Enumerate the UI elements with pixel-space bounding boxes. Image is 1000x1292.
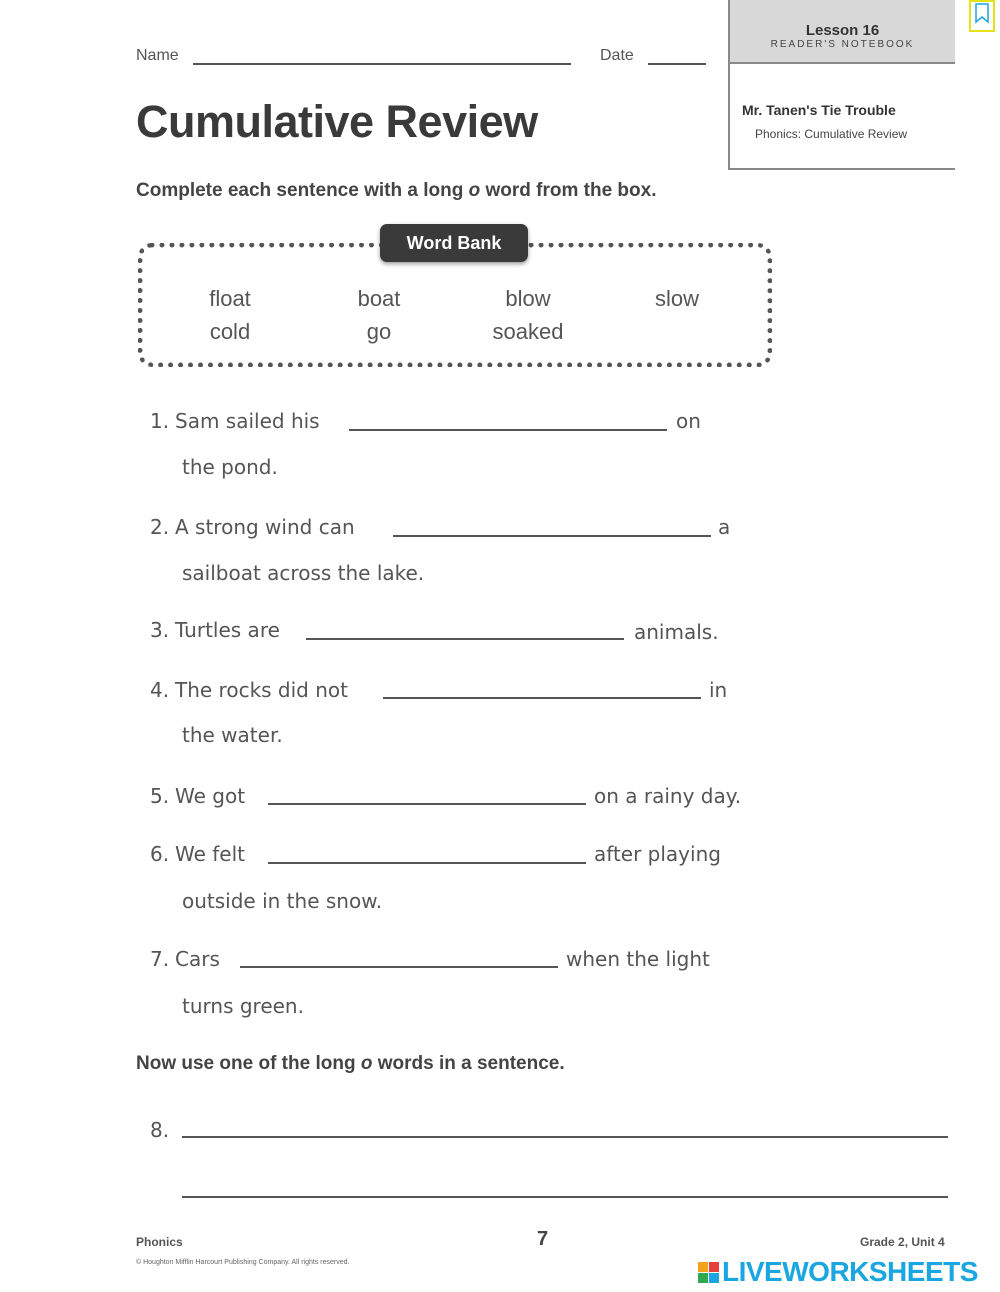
word-soaked[interactable]: soaked — [492, 319, 564, 344]
q1-cont: the pond. — [182, 455, 278, 479]
instruction-letter: o — [468, 180, 481, 201]
q6-answer-line[interactable] — [268, 862, 586, 864]
word-slow[interactable]: slow — [654, 286, 700, 311]
word-bank-label: Word Bank — [380, 224, 528, 262]
q3-number: 3. — [150, 618, 170, 642]
q2-text: A strong wind can — [175, 515, 355, 539]
instruction-end: word from the box. — [480, 180, 657, 201]
q2-number: 2. — [150, 515, 170, 539]
q8-answer-line-2[interactable] — [182, 1196, 948, 1198]
q4-text: The rocks did not — [175, 678, 348, 702]
q4-answer-line[interactable] — [383, 697, 701, 699]
q6-after: after playing — [594, 842, 721, 866]
copyright: © Houghton Mifflin Harcourt Publishing Company. All rights reserved. — [136, 1259, 350, 1266]
q4-after: in — [709, 678, 728, 702]
q6-number: 6. — [150, 842, 170, 866]
q5-answer-line[interactable] — [268, 803, 586, 805]
instruction-2 — [136, 1053, 565, 1075]
brand-logo-icon — [698, 1262, 719, 1283]
q2-cont: sailboat across the lake. — [182, 561, 425, 585]
instruction-start: Complete each sentence with a long — [136, 180, 469, 201]
instruction-2-end: words in a sentence. — [372, 1053, 565, 1074]
q5-text: We got — [175, 784, 246, 808]
page-title: Cumulative Review — [136, 96, 538, 147]
q2-answer-line[interactable] — [393, 535, 711, 537]
q5-number: 5. — [150, 784, 170, 808]
q1-after: on — [676, 409, 701, 433]
page-number: 7 — [537, 1228, 549, 1250]
lesson-header — [730, 0, 955, 64]
q3-text: Turtles are — [175, 618, 280, 642]
word-float[interactable]: float — [209, 286, 251, 311]
q3-answer-line[interactable] — [306, 638, 624, 640]
q2-after: a — [718, 515, 731, 539]
word-go[interactable]: go — [366, 319, 392, 344]
notebook-label: READER'S NOTEBOOK — [770, 39, 915, 50]
bookmark-icon[interactable] — [969, 0, 995, 34]
q7-number: 7. — [150, 947, 170, 971]
word-boat[interactable]: boat — [357, 286, 401, 311]
q4-number: 4. — [150, 678, 170, 702]
brand-logo[interactable] — [698, 1256, 978, 1288]
instruction-2-start: Now use one of the long — [136, 1053, 361, 1074]
q7-after: when the light — [566, 947, 710, 971]
instruction-2-letter: o — [360, 1053, 373, 1074]
instruction — [136, 180, 656, 202]
q1-number: 1. — [150, 409, 170, 433]
q5-after: on a rainy day. — [594, 784, 742, 808]
date-label: Date — [600, 47, 634, 64]
q7-answer-line[interactable] — [240, 966, 558, 968]
q3-after: animals. — [634, 620, 719, 644]
name-label: Name — [136, 47, 179, 64]
q4-cont: the water. — [182, 723, 283, 747]
q6-cont: outside in the snow. — [182, 889, 383, 913]
lesson-box — [728, 0, 955, 170]
word-blow[interactable]: blow — [505, 286, 551, 311]
word-cold[interactable]: cold — [209, 319, 251, 344]
footer-subject: Phonics — [136, 1235, 183, 1249]
q1-answer-line[interactable] — [349, 429, 667, 431]
q1-text: Sam sailed his — [175, 409, 320, 433]
story-title: Mr. Tanen's Tie Trouble — [742, 102, 896, 118]
q8-number: 8. — [150, 1118, 170, 1142]
name-field[interactable] — [193, 63, 571, 65]
q8-answer-line-1[interactable] — [182, 1136, 948, 1138]
q6-text: We felt — [175, 842, 246, 866]
skill-label: Phonics: Cumulative Review — [755, 127, 908, 141]
q7-cont: turns green. — [182, 994, 304, 1018]
lesson-number: Lesson 16 — [805, 22, 880, 39]
q7-text: Cars — [175, 947, 220, 971]
brand-name: LIVEWORKSHEETS — [722, 1256, 978, 1287]
date-field[interactable] — [648, 63, 706, 65]
footer-grade: Grade 2, Unit 4 — [860, 1235, 945, 1249]
